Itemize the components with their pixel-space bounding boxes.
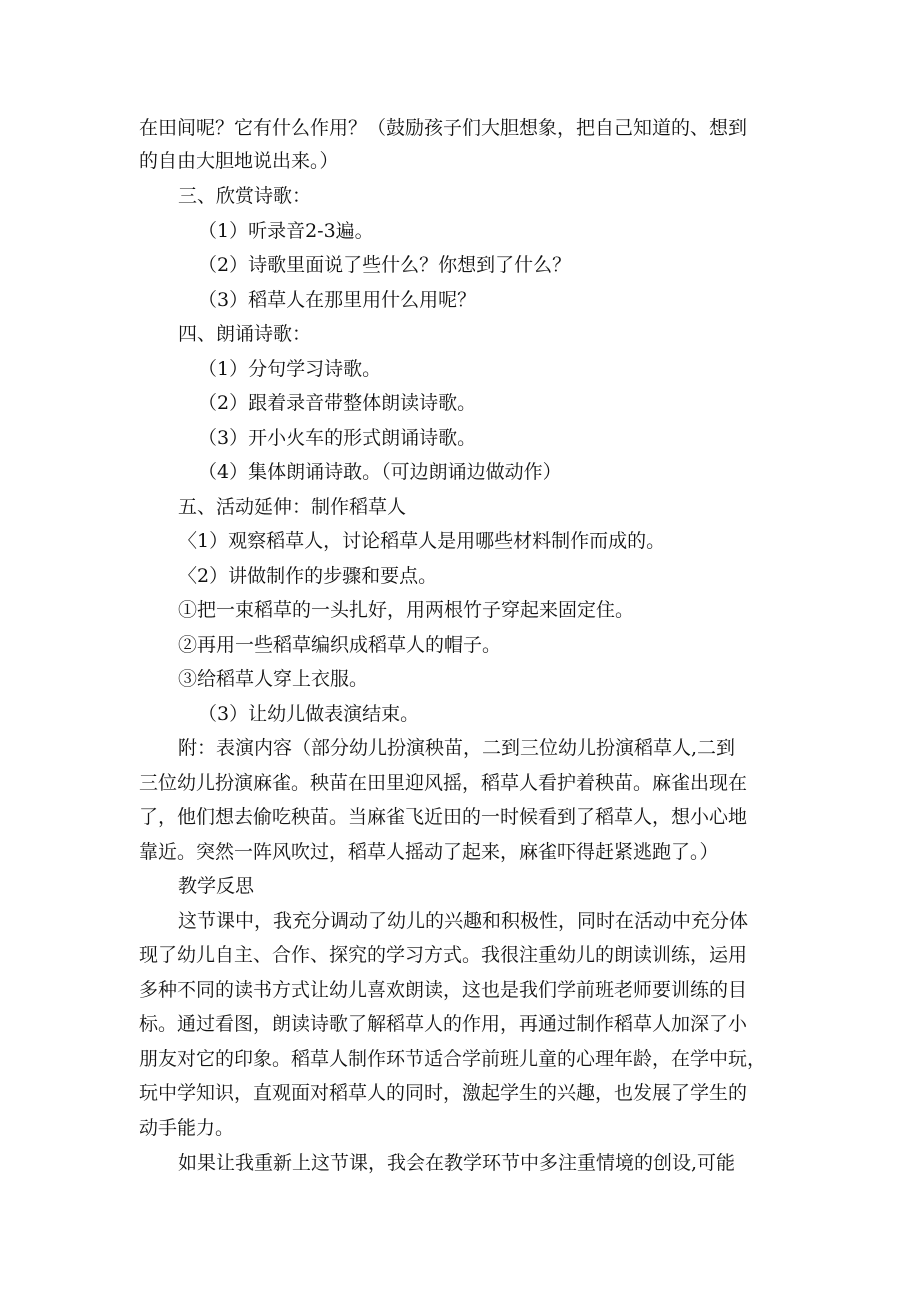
- reflection-paragraph-line: 动手能力。: [139, 1117, 235, 1139]
- list-item: 〈2）讲做制作的步骤和要点。: [178, 565, 438, 587]
- reflection-paragraph-line: 现了幼儿自主、合作、探究的学习方式。我很注重幼儿的朗读训练，运用: [139, 944, 748, 966]
- list-item: （3）开小火车的形式朗诵诗歌。: [198, 427, 477, 449]
- list-item: （3）让幼儿做表演结束。: [198, 703, 420, 725]
- section-heading-teaching-reflection: 教学反思: [178, 875, 255, 897]
- appendix-paragraph-line: 靠近。突然一阵风吹过，稻草人摇动了起来，麻雀吓得赶紧逃跑了。）: [139, 841, 719, 863]
- list-item: （4）集体朗诵诗敢。（可边朗诵边做动作）: [198, 461, 562, 483]
- reflection-paragraph-line: 这节课中，我充分调动了幼儿的兴趣和积极性，同时在活动中充分体: [178, 910, 749, 932]
- list-item: （2）跟着录音带整体朗读诗歌。: [198, 392, 477, 414]
- step-item: ③给稻草人穿上衣服。: [178, 668, 369, 690]
- reflection-paragraph-line: 玩中学知识，直观面对稻草人的同时，激起学生的兴趣，也发展了学生的: [139, 1082, 748, 1104]
- body-line-continuation: 在田间呢？它有什么作用？（鼓励孩子们大胆想象，把自己知道的、想到: [139, 117, 748, 139]
- appendix-paragraph-line: 附：表演内容（部分幼儿扮演秧苗，二到三位幼儿扮演稻草人,二到: [178, 737, 736, 759]
- list-item: 〈1）观察稻草人，讨论稻草人是用哪些材料制作而成的。: [178, 530, 666, 552]
- reflection-paragraph-line: 标。通过看图，朗读诗歌了解稻草人的作用，再通过制作稻草人加深了小: [139, 1013, 748, 1035]
- section-heading-activity-extension: 五、活动延伸：制作稻草人: [178, 496, 407, 518]
- appendix-paragraph-line: 三位幼儿扮演麻雀。秧苗在田里迎风摇，稻草人看护着秧苗。麻雀出现在: [139, 772, 748, 794]
- section-heading-appreciate-poem: 三、欣赏诗歌：: [178, 185, 312, 207]
- list-item: （1）分句学习诗歌。: [198, 358, 382, 380]
- list-item: （1）听录音2-3遍。: [198, 220, 374, 242]
- reflection-paragraph-line: 多种不同的读书方式让幼儿喜欢朗读，这也是我们学前班老师要训练的目: [139, 979, 748, 1001]
- reflection-paragraph-line: 朋友对它的印象。稻草人制作环节适合学前班儿童的心理年龄，在学中玩，: [139, 1048, 767, 1070]
- section-heading-recite-poem: 四、朗诵诗歌：: [178, 323, 312, 345]
- step-item: ①把一束稻草的一头扎好，用两根竹子穿起来固定住。: [178, 599, 635, 621]
- list-item: （3）稻草人在那里用什么用呢？: [198, 289, 477, 311]
- appendix-paragraph-line: 了，他们想去偷吃秧苗。当麻雀飞近田的一时候看到了稻草人，想小心地: [139, 806, 748, 828]
- step-item: ②再用一些稻草编织成稻草人的帽子。: [178, 634, 502, 656]
- reflection-paragraph-line: 如果让我重新上这节课，我会在教学环节中多注重情境的创设,可能: [178, 1152, 736, 1174]
- list-item: （2）诗歌里面说了些什么？你想到了什么？: [198, 254, 572, 276]
- body-line-continuation: 的自由大胆地说出来。）: [139, 150, 339, 172]
